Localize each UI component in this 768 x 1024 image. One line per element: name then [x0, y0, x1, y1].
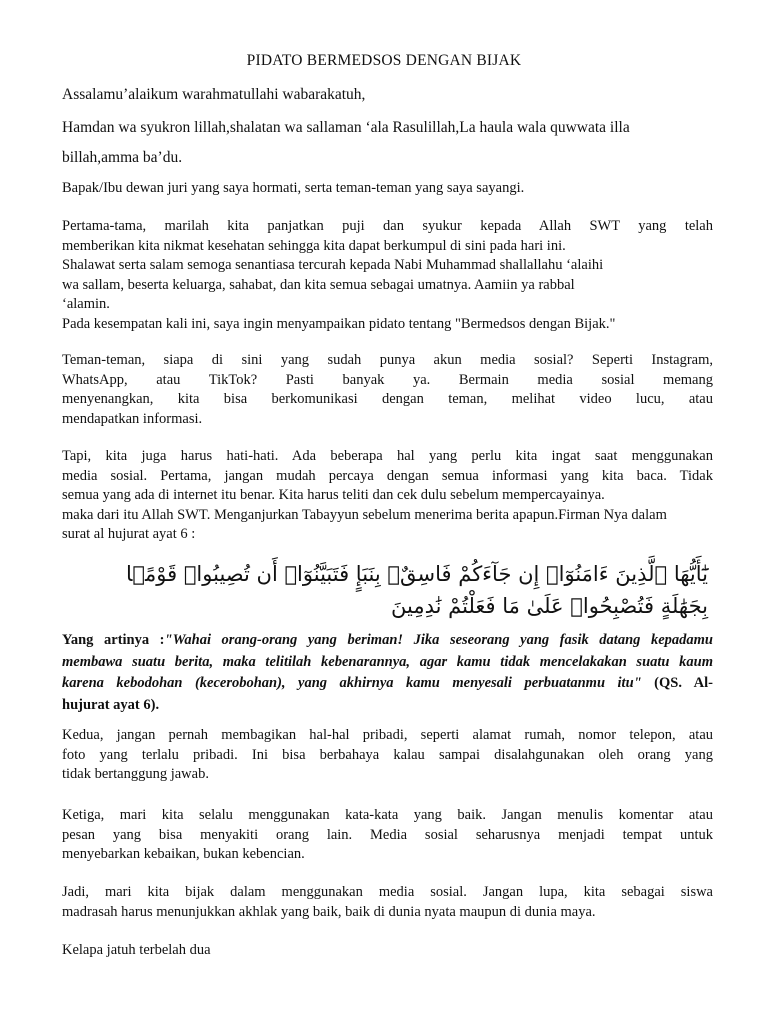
closing-pantun-line: Kelapa jatuh terbelah dua: [62, 942, 211, 958]
paragraph-line: memberikan kita nikmat kesehatan sehingga kita dapat berkumpul di sini pada hari ini.: [62, 237, 566, 254]
meaning-reference: (QS. Al-: [641, 675, 713, 692]
paragraph-line: Pertama-tama, marilah kita panjatkan puji dan syukur kepada Allah SWT yang telah: [62, 218, 713, 234]
paragraph-privacy: [62, 726, 713, 785]
paragraph-social-media: [62, 351, 713, 429]
salam-line: Assalamu’alaikum warahmatullahi wabarakatuh,: [62, 86, 366, 103]
paragraph-line: Jadi, mari kita bijak dalam menggunakan media sosial. Jangan lupa, kita sebagai siswa: [62, 884, 713, 900]
meaning-lead: Yang artinya :: [62, 632, 165, 648]
paragraph-line: foto yang terlalu pribadi. Ini bisa berbahaya kalau sampai disalahgunakan oleh orang yang: [62, 746, 713, 763]
paragraph-line: wa sallam, beserta keluarga, sahabat, dan kita semua sebagai umatnya. Aamiin ya rabbal: [62, 276, 575, 293]
paragraph-line: madrasah harus menunjukkan akhlak yang baik, baik di dunia nyata maupun di dunia maya.: [62, 903, 596, 920]
document-title: PIDATO BERMEDSOS DENGAN BIJAK: [246, 52, 522, 69]
meaning-text: membawa suatu berita, maka telitilah kebenarannya, agar kamu tidak mencelakakan suatu kaum: [62, 653, 713, 670]
hamdan-line-2: billah,amma ba’du.: [62, 149, 183, 166]
paragraph-line: media sosial. Pertama, jangan mudah percaya dengan semua informasi yang kita baca. Tidak: [62, 467, 713, 484]
paragraph-line: pesan yang bisa menyakiti orang lain. Media sosial seharusnya menjadi tempat untuk: [62, 826, 713, 843]
paragraph-line: Shalawat serta salam semoga senantiasa tercurah kepada Nabi Muhammad shallallahu ‘alaihi: [62, 257, 604, 274]
paragraph-line: menyebarkan kebaikan, bukan kebencian.: [62, 846, 305, 863]
meaning-text: "Wahai orang-orang yang beriman! Jika seseorang yang fasik datang kepadamu: [164, 632, 713, 648]
paragraph-line: ‘alamin.: [62, 296, 110, 313]
paragraph-line: Kedua, jangan pernah membagikan hal-hal pribadi, seperti alamat rumah, nomor telepon, atau: [62, 727, 713, 743]
quran-verse: [48, 558, 708, 622]
paragraph-line: Pada kesempatan kali ini, saya ingin menyampaikan pidato tentang "Bermedsos dengan Bijak.": [62, 315, 616, 332]
meaning-reference: hujurat ayat 6).: [62, 696, 160, 713]
paragraph-kind-words: [62, 806, 713, 865]
paragraph-opening: [62, 217, 713, 335]
meaning-text: karena kebodohan (kecerobohan), yang akhirnya kamu menyesali perbuatanmu itu": [62, 675, 642, 692]
paragraph-line: Teman-teman, siapa di sini yang sudah punya akun media sosial? Seperti Instagram,: [62, 352, 713, 368]
verse-meaning: [62, 630, 713, 716]
paragraph-caution: [62, 447, 713, 545]
meaning-line: [62, 652, 713, 674]
paragraph-line: semua yang ada di internet itu benar. Kita harus teliti dan cek dulu sebelum mempercayainya.: [62, 487, 605, 504]
paragraph-line: maka dari itu Allah SWT. Menganjurkan Tabayyun sebelum menerima berita apapun.Firman Nya dalam: [62, 506, 667, 523]
quran-verse-line-2: بِجَهَٰلَةٍ فَتُصْبِحُوا۟ عَلَىٰ مَا فَعَلْتُمْ نَٰدِمِينَ: [391, 594, 708, 618]
hamdan-line-1: Hamdan wa syukron lillah,shalatan wa sallaman ‘ala Rasulillah,La haula wala quwwata illa: [62, 119, 630, 136]
paragraph-line: WhatsApp, atau TikTok? Pasti banyak ya. Bermain media sosial memang: [62, 371, 713, 388]
paragraph-line: surat al hujurat ayat 6 :: [62, 526, 196, 543]
quran-verse-line-1: يَٰٓأَيُّهَا ٱلَّذِينَ ءَامَنُوٓا۟ إِن جَآءَكُمْ فَاسِقٌۢ بِنَبَإٍ فَتَبَيَّنُوٓا۟ أَن تُصِيبُوا۟ قَوْمًۢا: [126, 562, 708, 586]
paragraph-line: menyenangkan, kita bisa berkomunikasi dengan teman, melihat video lucu, atau: [62, 391, 713, 408]
paragraph-conclusion: [62, 883, 713, 922]
meaning-line: [62, 695, 713, 717]
paragraph-line: mendapatkan informasi.: [62, 410, 203, 427]
paragraph-line: tidak bertanggung jawab.: [62, 766, 209, 783]
meaning-line: [62, 630, 713, 652]
paragraph-line: Ketiga, mari kita selalu menggunakan kata-kata yang baik. Jangan menulis komentar atau: [62, 807, 713, 823]
paragraph-line: Tapi, kita juga harus hati-hati. Ada beberapa hal yang perlu kita ingat saat menggunakan: [62, 448, 713, 464]
meaning-line: [62, 673, 713, 695]
greeting-line: Bapak/Ibu dewan juri yang saya hormati, serta teman-teman yang saya sayangi.: [62, 180, 525, 196]
